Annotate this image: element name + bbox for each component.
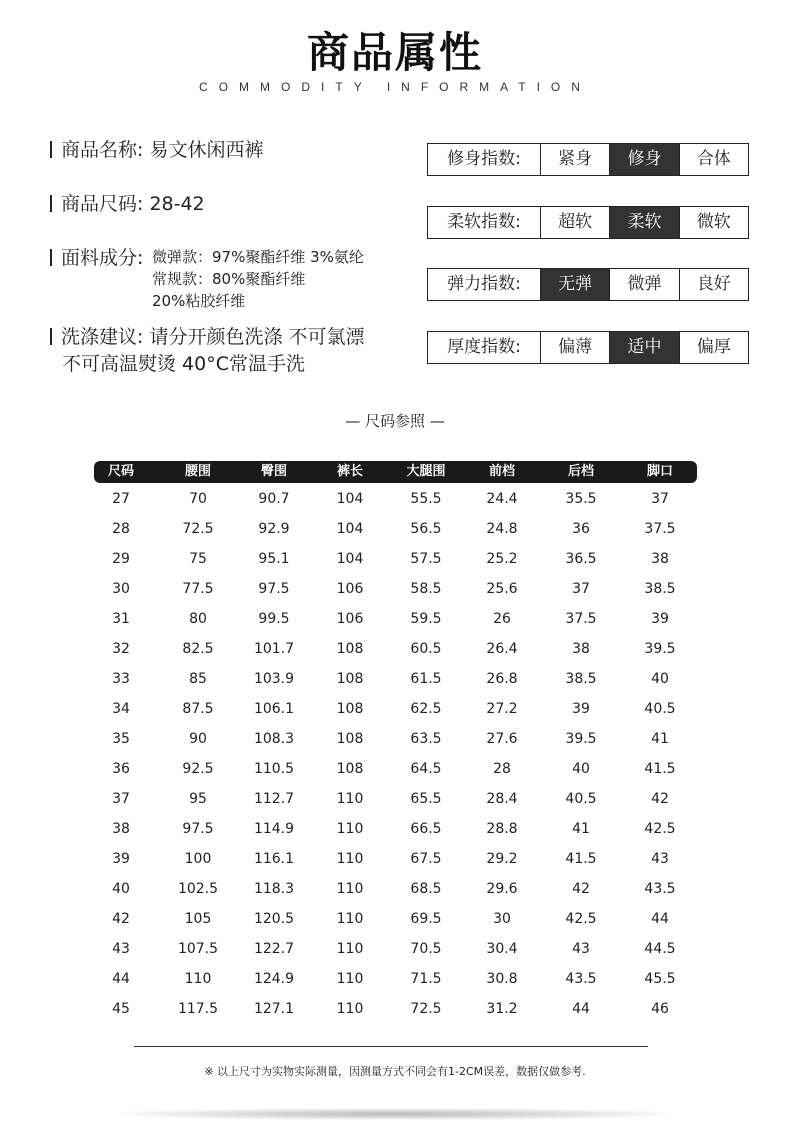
table-row [0,969,790,999]
bullet-bar [50,195,52,212]
table-cell: 36 [112,761,130,777]
table-cell: 26.8 [486,671,518,687]
index-row-thickness [427,331,749,364]
fabric-line-3: 20%粘胶纤维 [152,292,246,310]
table-cell: 103.9 [253,671,295,687]
fabric-line-2: 常规款：80%聚酯纤维 [152,270,306,288]
attr-fabric-label: 面料成分: [61,247,144,269]
table-cell: 127.1 [253,1001,295,1017]
table-cell: 122.7 [253,941,295,957]
table-cell: 35.5 [565,491,597,507]
table-cell: 42 [112,911,130,927]
table-cell: 110.5 [253,761,295,777]
table-cell: 28 [112,521,130,537]
table-cell: 70 [189,491,207,507]
table-cell: 39 [651,611,669,627]
table-header-cell: 脚口 [646,464,673,479]
table-cell: 114.9 [253,821,295,837]
table-cell: 69.5 [410,911,442,927]
table-cell: 56.5 [410,521,442,537]
table-cell: 39 [572,701,590,717]
table-cell: 101.7 [253,641,295,657]
table-cell: 38 [112,821,130,837]
table-cell: 31 [112,611,130,627]
table-cell: 24.8 [486,521,518,537]
table-row [0,549,790,579]
table-cell: 40 [651,671,669,687]
table-cell: 34 [112,701,130,717]
table-cell: 39.5 [644,641,676,657]
index-option: 偏薄 [541,332,610,363]
bullet-bar [50,141,52,158]
table-cell: 61.5 [410,671,442,687]
table-cell: 32 [112,641,130,657]
table-cell: 37 [112,791,130,807]
table-row [0,849,790,879]
table-cell: 57.5 [410,551,442,567]
table-cell: 110 [336,821,364,837]
table-cell: 46 [651,1001,669,1017]
table-cell: 37.5 [644,521,676,537]
table-cell: 42.5 [644,821,676,837]
table-cell: 43 [651,851,669,867]
table-cell: 65.5 [410,791,442,807]
page-title: 商品属性 [306,28,483,77]
table-cell: 66.5 [410,821,442,837]
index-option: 修身 [610,144,679,175]
index-option: 良好 [696,274,731,294]
bullet-bar [50,249,52,266]
table-row [0,879,790,909]
table-cell: 25.2 [486,551,518,567]
table-cell: 116.1 [253,851,295,867]
table-cell: 63.5 [410,731,442,747]
table-row [0,699,790,729]
table-cell: 104 [336,491,364,507]
table-cell: 28.4 [486,791,518,807]
table-cell: 67.5 [410,851,442,867]
table-cell: 43.5 [565,971,597,987]
table-header-cell: 大腿围 [406,464,446,479]
table-cell: 106 [336,581,364,597]
table-cell: 30.4 [486,941,518,957]
attr-product-name-text: 商品名称: 易文休闲西裤 [61,139,264,161]
table-cell: 58.5 [410,581,442,597]
attr-product-name [50,138,263,162]
table-cell: 90 [189,731,207,747]
table-cell: 108.3 [253,731,295,747]
attr-product-size [50,192,205,216]
index-label: 厚度指数: [428,332,541,363]
attr-product-size-text: 商品尺码: 28-42 [61,193,205,215]
table-cell: 27 [112,491,130,507]
table-row [0,759,790,789]
table-cell: 118.3 [253,881,295,897]
attr-wash-text: 洗涤建议: 请分开颜色洗涤 不可氯漂 [61,326,365,348]
index-label: 柔软指数: [428,207,541,238]
table-cell: 24.4 [486,491,518,507]
table-header-cell: 尺码 [107,464,134,479]
table-cell: 110 [336,881,364,897]
table-cell: 42.5 [565,911,597,927]
table-cell: 108 [336,761,364,777]
table-row [0,789,790,819]
table-cell: 108 [336,671,364,687]
fabric-line-1: 微弹款：97%聚酯纤维 3%氨纶 [152,248,364,266]
table-cell: 68.5 [410,881,442,897]
table-row [0,729,790,759]
size-table-caption: — 尺码参照 — [345,412,445,430]
divider [134,1046,648,1047]
table-header-cell: 后档 [567,464,594,479]
table-cell: 72.5 [410,1001,442,1017]
table-cell: 30 [493,911,511,927]
table-row [0,999,790,1029]
attr-fabric [50,246,143,270]
table-header-cell: 前档 [488,464,515,479]
table-cell: 40.5 [565,791,597,807]
table-cell: 33 [112,671,130,687]
index-option: 无弹 [541,269,610,300]
bullet-bar [50,328,52,345]
table-cell: 108 [336,701,364,717]
table-header-cell: 腰围 [184,464,211,479]
table-cell: 60.5 [410,641,442,657]
table-header-cell: 臀围 [260,464,287,479]
table-cell: 38.5 [644,581,676,597]
table-cell: 41.5 [644,761,676,777]
table-cell: 99.5 [258,611,290,627]
table-cell: 45 [112,1001,130,1017]
table-cell: 117.5 [177,1001,219,1017]
table-cell: 102.5 [177,881,219,897]
index-option: 柔软 [610,207,679,238]
table-cell: 41 [572,821,590,837]
table-cell: 108 [336,641,364,657]
index-row-fit [427,143,749,176]
table-cell: 28.8 [486,821,518,837]
table-cell: 110 [336,971,364,987]
table-cell: 30 [112,581,130,597]
table-cell: 95 [189,791,207,807]
table-cell: 85 [189,671,207,687]
table-cell: 42 [651,791,669,807]
table-cell: 45.5 [644,971,676,987]
table-cell: 55.5 [410,491,442,507]
table-header-cell: 裤长 [336,464,363,479]
table-cell: 120.5 [253,911,295,927]
table-cell: 110 [336,851,364,867]
table-cell: 38 [572,641,590,657]
table-cell: 44 [572,1001,590,1017]
table-cell: 95.1 [258,551,290,567]
table-cell: 40.5 [644,701,676,717]
table-cell: 106 [336,611,364,627]
table-cell: 36 [572,521,590,537]
table-cell: 64.5 [410,761,442,777]
table-cell: 30.8 [486,971,518,987]
table-cell: 27.2 [486,701,518,717]
table-cell: 26 [493,611,511,627]
index-option: 微软 [696,212,731,232]
measurement-note: ※ 以上尺寸为实物实际测量，因测量方式不同会有1-2CM误差，数据仅做参考. [204,1065,586,1078]
table-cell: 39 [112,851,130,867]
table-cell: 26.4 [486,641,518,657]
table-cell: 29.2 [486,851,518,867]
index-option: 紧身 [541,144,610,175]
table-cell: 43.5 [644,881,676,897]
table-cell: 37 [651,491,669,507]
table-cell: 90.7 [258,491,290,507]
table-cell: 35 [112,731,130,747]
table-cell: 62.5 [410,701,442,717]
table-row [0,519,790,549]
table-row [0,939,790,969]
table-cell: 112.7 [253,791,295,807]
table-cell: 100 [184,851,212,867]
table-cell: 92.9 [258,521,290,537]
table-cell: 77.5 [182,581,214,597]
table-cell: 92.5 [182,761,214,777]
table-cell: 36.5 [565,551,597,567]
table-cell: 104 [336,551,364,567]
attr-wash-line-2: 不可高温熨烫 40°C常温手洗 [62,353,305,375]
table-cell: 44 [112,971,130,987]
table-cell: 37 [572,581,590,597]
index-option: 微弹 [610,269,679,300]
table-cell: 42 [572,881,590,897]
attr-wash [50,325,364,349]
index-option: 合体 [696,149,731,169]
table-row [0,609,790,639]
table-cell: 108 [336,731,364,747]
table-cell: 27.6 [486,731,518,747]
table-cell: 71.5 [410,971,442,987]
bottom-shadow [120,1108,670,1120]
table-cell: 80 [189,611,207,627]
table-row [0,909,790,939]
table-cell: 72.5 [182,521,214,537]
table-cell: 44.5 [644,941,676,957]
table-cell: 44 [651,911,669,927]
page-subtitle: COMMODITY INFORMATION [199,80,591,94]
index-label: 修身指数: [428,144,541,175]
table-cell: 75 [189,551,207,567]
index-option: 超软 [541,207,610,238]
table-cell: 97.5 [182,821,214,837]
table-row [0,639,790,669]
table-row [0,669,790,699]
table-cell: 59.5 [410,611,442,627]
table-cell: 110 [336,791,364,807]
table-cell: 43 [112,941,130,957]
table-cell: 39.5 [565,731,597,747]
table-cell: 25.6 [486,581,518,597]
table-cell: 70.5 [410,941,442,957]
table-cell: 87.5 [182,701,214,717]
table-cell: 110 [336,941,364,957]
table-cell: 104 [336,521,364,537]
index-option: 适中 [610,332,679,363]
table-cell: 105 [184,911,212,927]
table-cell: 110 [336,911,364,927]
table-cell: 106.1 [253,701,295,717]
table-row [0,579,790,609]
table-cell: 110 [184,971,212,987]
table-cell: 97.5 [258,581,290,597]
table-cell: 28 [493,761,511,777]
index-label: 弹力指数: [428,269,541,300]
index-row-softness [427,206,749,239]
size-table-header [94,461,697,483]
table-cell: 37.5 [565,611,597,627]
table-cell: 43 [572,941,590,957]
index-row-elasticity [427,268,749,301]
table-cell: 29.6 [486,881,518,897]
table-cell: 38 [651,551,669,567]
table-cell: 38.5 [565,671,597,687]
table-cell: 29 [112,551,130,567]
index-option: 偏厚 [696,337,731,357]
table-row [0,819,790,849]
table-row [0,489,790,519]
table-cell: 82.5 [182,641,214,657]
table-cell: 41.5 [565,851,597,867]
table-cell: 110 [336,1001,364,1017]
table-cell: 31.2 [486,1001,518,1017]
table-cell: 40 [572,761,590,777]
table-cell: 41 [651,731,669,747]
table-cell: 40 [112,881,130,897]
table-cell: 107.5 [177,941,219,957]
table-cell: 124.9 [253,971,295,987]
